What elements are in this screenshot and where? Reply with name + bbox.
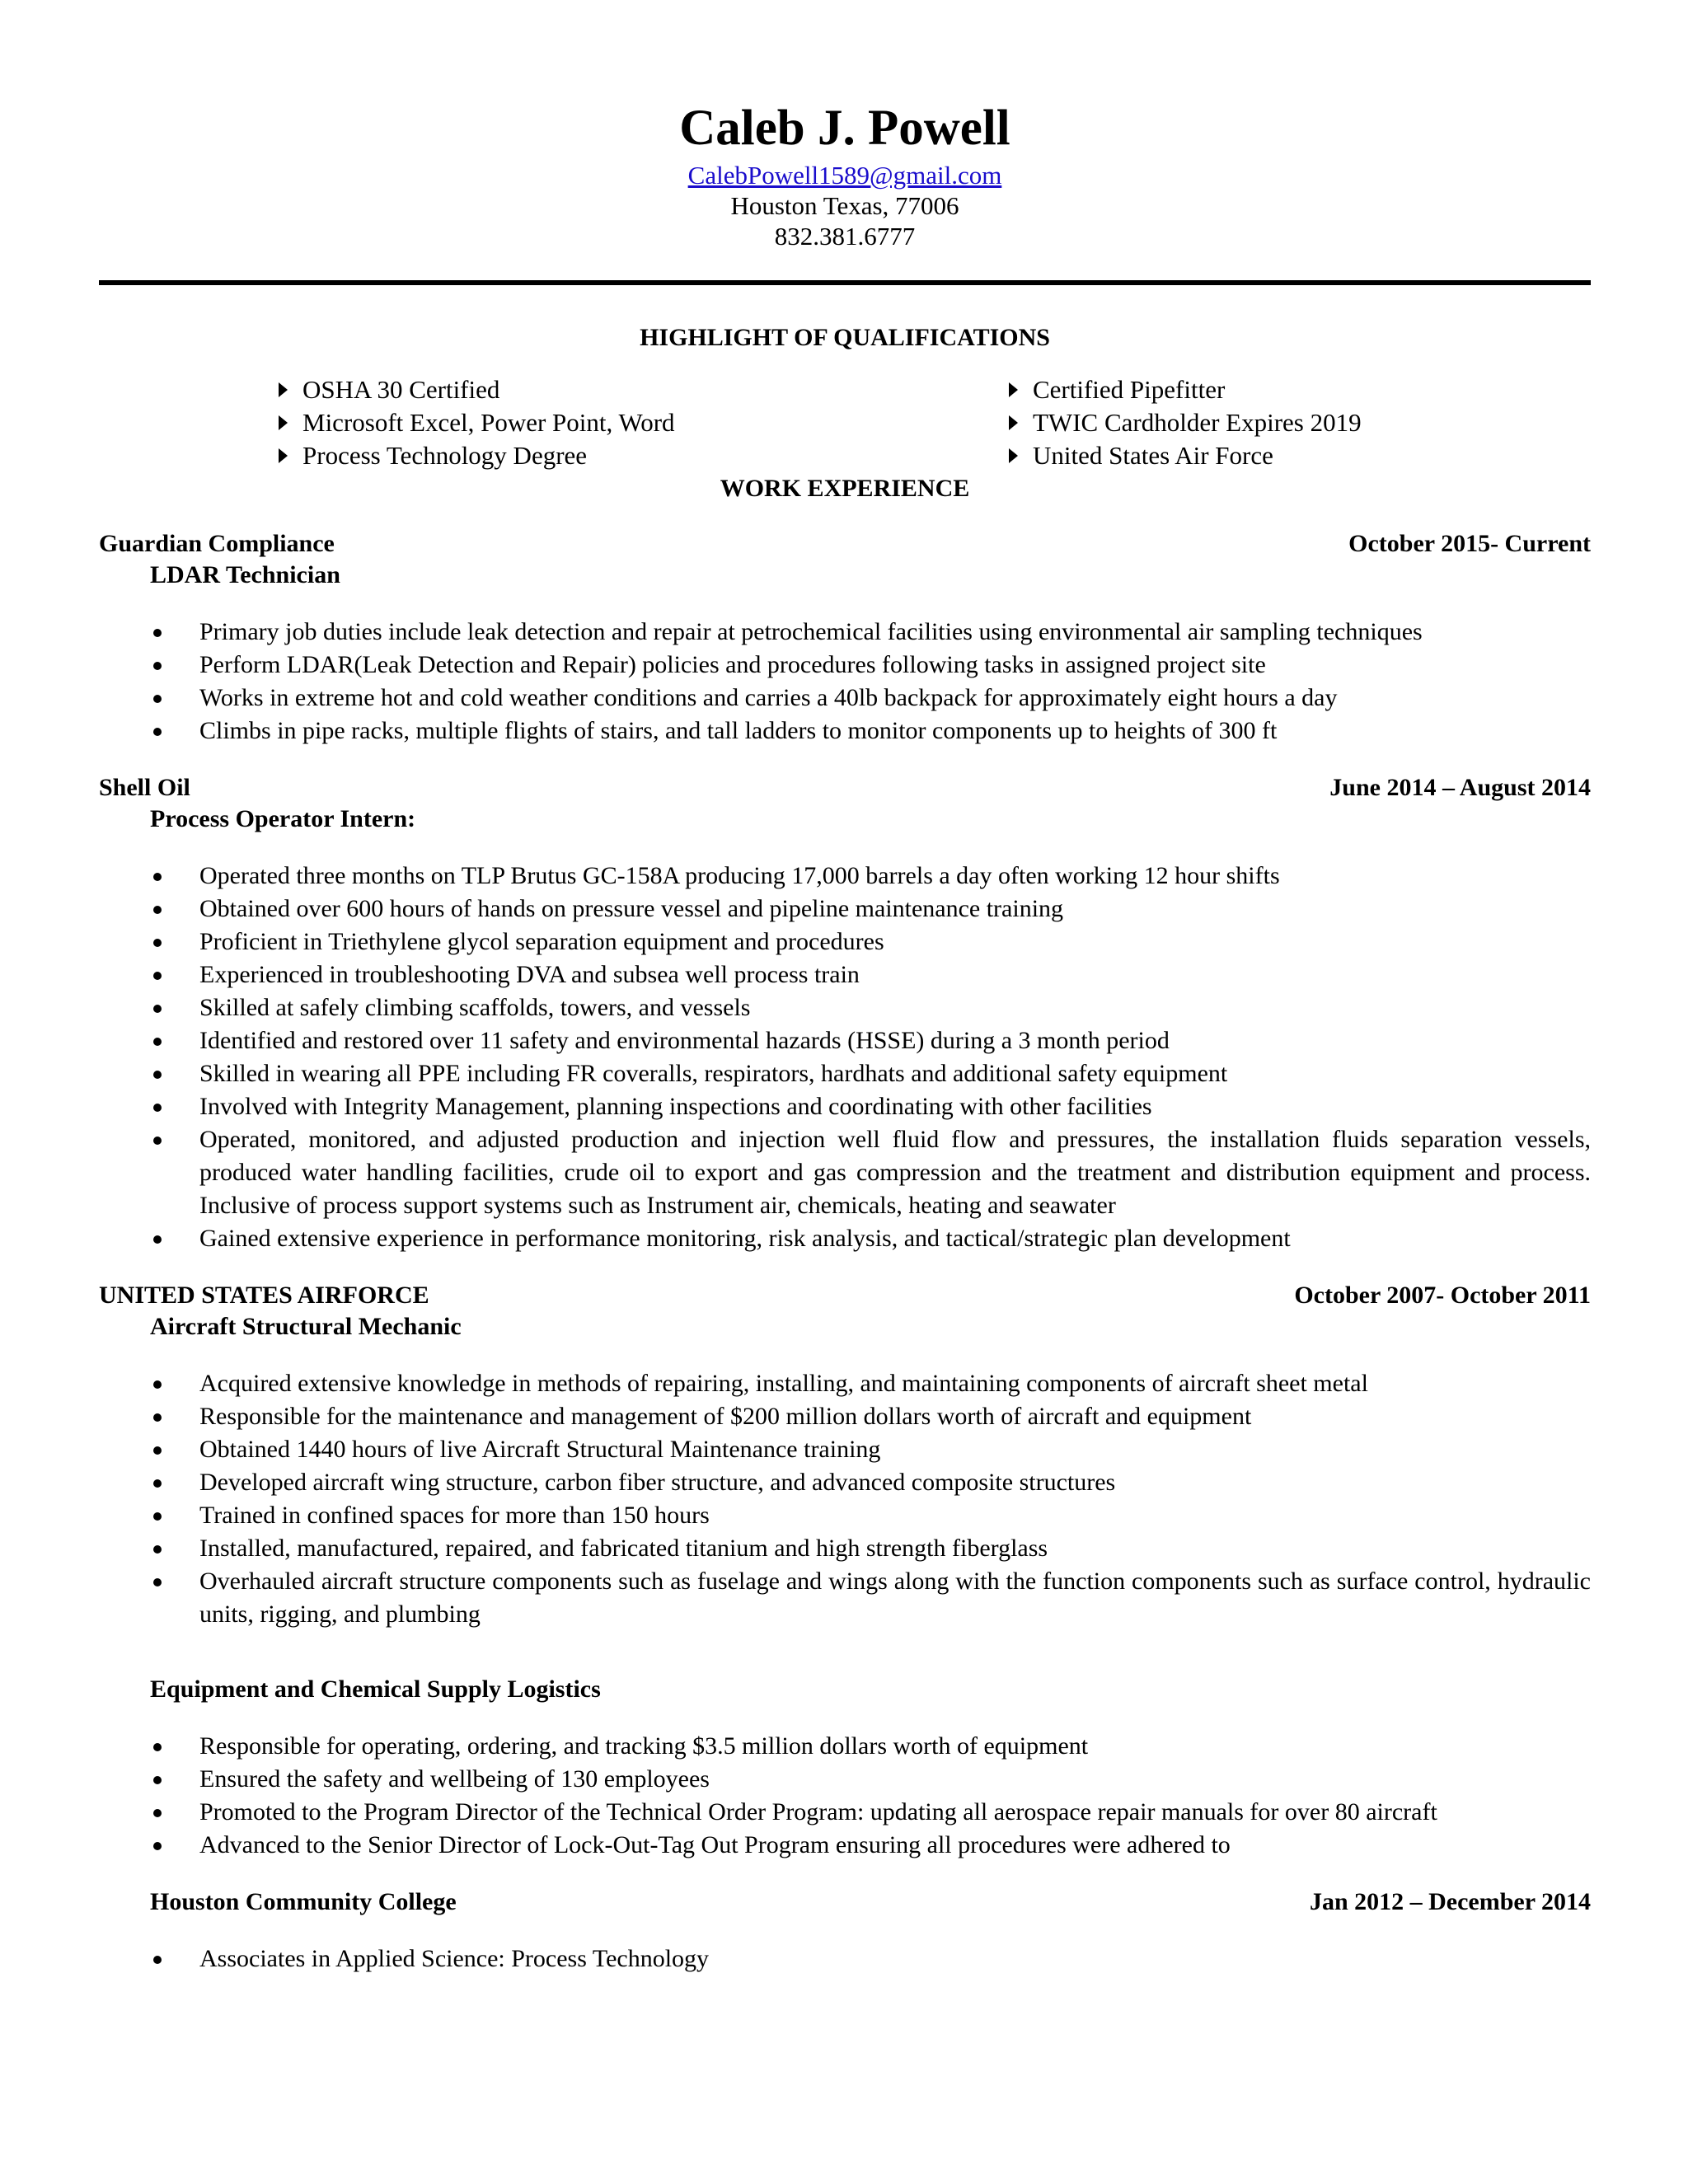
- bullet-dot-icon: [153, 1446, 162, 1455]
- qualifications-list: [99, 373, 1591, 472]
- job-entry: [99, 528, 1591, 748]
- list-item: Proficient in Triethylene glycol separation equipment and procedures: [99, 926, 1591, 958]
- list-item: Responsible for operating, ordering, and tracking $3.5 million dollars worth of equipment: [99, 1730, 1591, 1763]
- qualification-item: United States Air Force: [1009, 439, 1362, 472]
- bullet-dot-icon: [153, 1413, 162, 1422]
- list-item: Skilled at safely climbing scaffolds, towers, and vessels: [99, 991, 1591, 1024]
- list-item: Primary job duties include leak detection and repair at petrochemical facilities using environmental air sampling techniques: [99, 616, 1591, 649]
- phone-text: 832.381.6777: [774, 222, 916, 251]
- list-item: Installed, manufactured, repaired, and fabricated titanium and high strength fiberglass: [99, 1532, 1591, 1565]
- list-item: Acquired extensive knowledge in methods of repairing, installing, and maintaining components of aircraft sheet metal: [99, 1367, 1591, 1400]
- triangle-bullet-icon: [1009, 448, 1018, 463]
- qualification-item: Microsoft Excel, Power Point, Word: [279, 406, 1009, 439]
- list-item: Ensured the safety and wellbeing of 130 employees: [99, 1763, 1591, 1796]
- bullet-dot-icon: [153, 1743, 162, 1751]
- qualifications-column-right: [1009, 373, 1362, 472]
- job-employer: Guardian Compliance: [99, 530, 335, 557]
- job-duties-list: [99, 860, 1591, 1255]
- bullet-dot-icon: [153, 728, 162, 736]
- logistics-title: Equipment and Chemical Supply Logistics: [150, 1675, 601, 1703]
- bullet-dot-icon: [153, 1842, 162, 1850]
- job-dates: June 2014 – August 2014: [1329, 774, 1591, 801]
- list-item: Experienced in troubleshooting DVA and subsea well process train: [99, 958, 1591, 991]
- list-item: Identified and restored over 11 safety and environmental hazards (HSSE) during a 3 month period: [99, 1024, 1591, 1057]
- bullet-dot-icon: [153, 1545, 162, 1554]
- job-duties-list: [99, 1367, 1591, 1631]
- bullet-dot-icon: [153, 939, 162, 947]
- job-header: [99, 772, 1591, 804]
- list-item: Overhauled aircraft structure components such as fuselage and wings along with the function components such as surface control, hydraulic units, rigging, and plumbing: [99, 1565, 1591, 1631]
- bullet-dot-icon: [153, 1005, 162, 1013]
- logistics-section: [99, 1674, 1591, 1862]
- list-item: Developed aircraft wing structure, carbon fiber structure, and advanced composite structures: [99, 1466, 1591, 1499]
- email-link[interactable]: CalebPowell1589@gmail.com: [687, 161, 1002, 190]
- resume-header: [99, 0, 1591, 251]
- bullet-dot-icon: [153, 1071, 162, 1079]
- list-item: Gained extensive experience in performance monitoring, risk analysis, and tactical/strategic plan development: [99, 1222, 1591, 1255]
- job-dates: October 2007- October 2011: [1294, 1282, 1591, 1309]
- job-title: LDAR Technician: [150, 561, 340, 588]
- qualification-item: TWIC Cardholder Expires 2019: [1009, 406, 1362, 439]
- qualification-item: OSHA 30 Certified: [279, 373, 1009, 406]
- bullet-dot-icon: [153, 629, 162, 637]
- list-item: Climbs in pipe racks, multiple flights of stairs, and tall ladders to monitor components up to heights of 300 ft: [99, 715, 1591, 748]
- qualification-item: Certified Pipefitter: [1009, 373, 1362, 406]
- job-employer: Shell Oil: [99, 774, 190, 801]
- job-title: Process Operator Intern:: [150, 805, 416, 832]
- bullet-dot-icon: [153, 873, 162, 881]
- job-duties-list: [99, 616, 1591, 748]
- bullet-dot-icon: [153, 906, 162, 914]
- job-entry: [99, 772, 1591, 1255]
- candidate-name: Caleb J. Powell: [679, 101, 1010, 156]
- bullet-dot-icon: [153, 1104, 162, 1112]
- list-item: Advanced to the Senior Director of Lock-Out-Tag Out Program ensuring all procedures were adhered to: [99, 1829, 1591, 1862]
- list-item: Operated, monitored, and adjusted production and injection well fluid flow and pressures, the installation fluids separation vessels, produced water handling facilities, crude oil to export and gas compression and the treatment and distribution equipment and process. Inclusive of process support systems such as Instrument air, chemicals, heating and seawater: [99, 1123, 1591, 1222]
- bullet-dot-icon: [153, 1380, 162, 1389]
- list-item: Obtained over 600 hours of hands on pressure vessel and pipeline maintenance training: [99, 893, 1591, 926]
- bullet-dot-icon: [153, 972, 162, 980]
- qualifications-column-left: [279, 373, 1009, 472]
- triangle-bullet-icon: [279, 448, 288, 463]
- triangle-bullet-icon: [279, 415, 288, 430]
- bullet-dot-icon: [153, 695, 162, 703]
- list-item: Associates in Applied Science: Process Technology: [99, 1943, 1591, 1975]
- education-list: [99, 1943, 1591, 1975]
- logistics-list: [99, 1730, 1591, 1862]
- list-item: Responsible for the maintenance and management of $200 million dollars worth of aircraft and equipment: [99, 1400, 1591, 1433]
- header-divider: [99, 280, 1591, 285]
- list-item: Works in extreme hot and cold weather conditions and carries a 40lb backpack for approximately eight hours a day: [99, 682, 1591, 715]
- list-item: Obtained 1440 hours of live Aircraft Structural Maintenance training: [99, 1433, 1591, 1466]
- job-dates: October 2015- Current: [1348, 530, 1591, 557]
- bullet-dot-icon: [153, 1956, 162, 1964]
- bullet-dot-icon: [153, 1512, 162, 1521]
- list-item: Operated three months on TLP Brutus GC-158A producing 17,000 barrels a day often working 12 hour shifts: [99, 860, 1591, 893]
- education-dates: Jan 2012 – December 2014: [1309, 1888, 1591, 1915]
- work-experience-title: WORK EXPERIENCE: [720, 475, 970, 502]
- school-name: Houston Community College: [150, 1888, 457, 1915]
- job-title: Aircraft Structural Mechanic: [150, 1313, 462, 1340]
- bullet-dot-icon: [153, 1809, 162, 1817]
- qualification-item: Process Technology Degree: [279, 439, 1009, 472]
- triangle-bullet-icon: [1009, 382, 1018, 397]
- list-item: Involved with Integrity Management, planning inspections and coordinating with other facilities: [99, 1090, 1591, 1123]
- triangle-bullet-icon: [1009, 415, 1018, 430]
- job-entry: [99, 1280, 1591, 1631]
- job-header: [99, 1280, 1591, 1311]
- qualifications-title: HIGHLIGHT OF QUALIFICATIONS: [640, 324, 1050, 351]
- job-header: [99, 528, 1591, 560]
- bullet-dot-icon: [153, 662, 162, 670]
- bullet-dot-icon: [153, 1137, 162, 1145]
- bullet-dot-icon: [153, 1479, 162, 1488]
- education-header: [99, 1886, 1591, 1918]
- bullet-dot-icon: [153, 1578, 162, 1586]
- bullet-dot-icon: [153, 1235, 162, 1244]
- education-entry: [99, 1886, 1591, 1975]
- list-item: Trained in confined spaces for more than 150 hours: [99, 1499, 1591, 1532]
- list-item: Skilled in wearing all PPE including FR coveralls, respirators, hardhats and additional safety equipment: [99, 1057, 1591, 1090]
- list-item: Promoted to the Program Director of the Technical Order Program: updating all aerospace repair manuals for over 80 aircraft: [99, 1796, 1591, 1829]
- list-item: Perform LDAR(Leak Detection and Repair) policies and procedures following tasks in assigned project site: [99, 649, 1591, 682]
- location-text: Houston Texas, 77006: [730, 191, 959, 220]
- job-employer: UNITED STATES AIRFORCE: [99, 1282, 429, 1309]
- bullet-dot-icon: [153, 1776, 162, 1784]
- triangle-bullet-icon: [279, 382, 288, 397]
- bullet-dot-icon: [153, 1038, 162, 1046]
